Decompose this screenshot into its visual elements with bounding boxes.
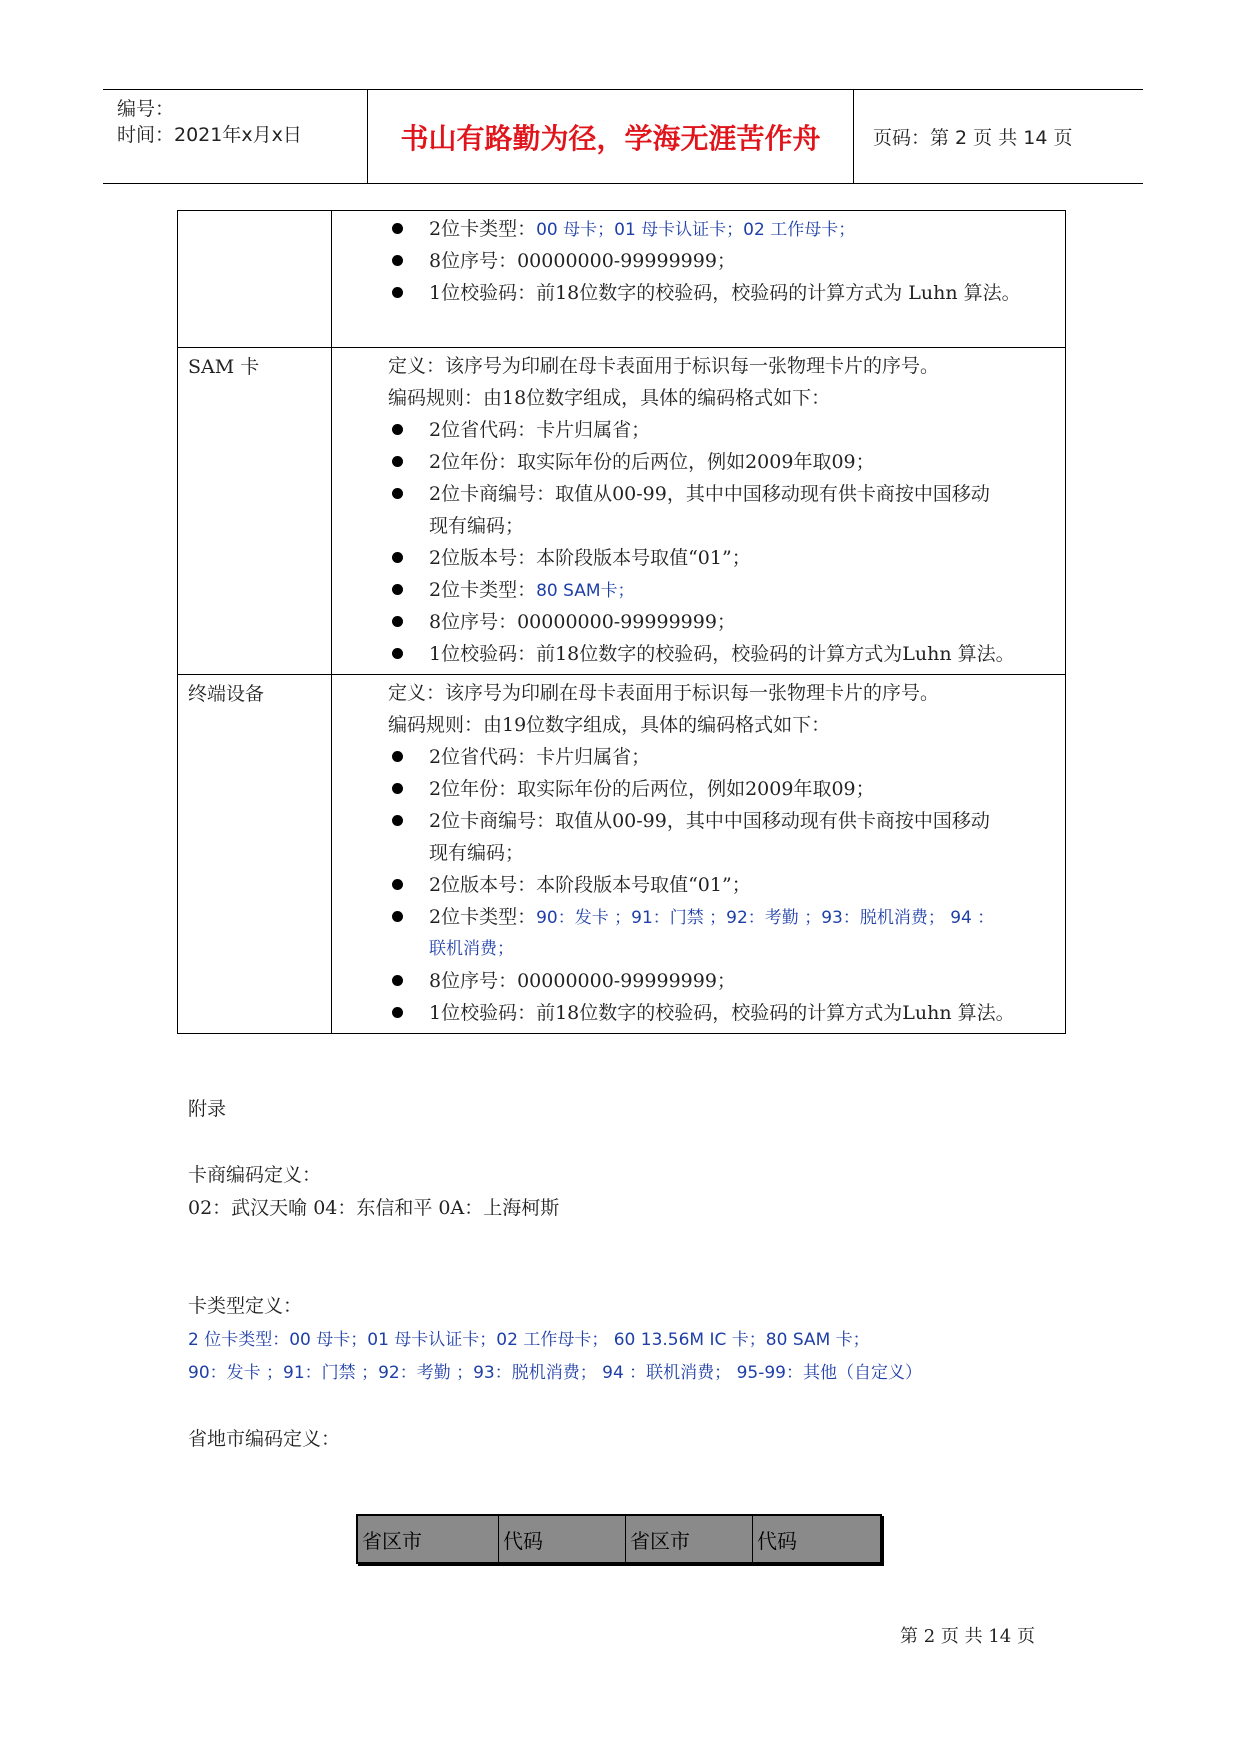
item-text: 2位卡类型： — [429, 579, 537, 601]
list-item: 2位年份：取实际年份的后两位，例如2009年取09； — [332, 773, 1061, 805]
row-content — [332, 348, 1066, 675]
card-type-values: 80 SAM卡； — [536, 581, 635, 601]
list-item — [332, 213, 1061, 245]
region-code-title: 省地市编码定义： — [188, 1428, 341, 1450]
header-page-number: 页码：第 2 页 共 14 页 — [873, 127, 1073, 149]
list-item — [332, 901, 1061, 933]
list-item — [332, 574, 1061, 606]
table-row — [178, 348, 1066, 675]
row-content — [332, 211, 1066, 348]
header-cell: 代码 — [757, 1528, 797, 1553]
header-cell: 省区市 — [358, 1516, 499, 1562]
row-content — [332, 675, 1066, 1034]
region-code-table-header — [356, 1514, 882, 1564]
header-motto: 书山有路勤为径，学海无涯苦作舟 — [368, 90, 854, 183]
vendor-code-title: 卡商编码定义： — [188, 1164, 322, 1186]
list-item: 1位校验码：前18位数字的校验码，校验码的计算方式为Luhn 算法。 — [332, 997, 1061, 1029]
card-type-line-1: 2 位卡类型：00 母卡；01 母卡认证卡；02 工作母卡； 60 13.56M IC 卡；80 SAM 卡； — [188, 1330, 870, 1350]
list-item: 2位卡商编号：取值从00-99，其中中国移动现有供卡商按中国移动 — [332, 805, 1061, 837]
row-label — [178, 211, 332, 348]
header-cell: 省区市 — [626, 1516, 753, 1562]
list-item: 1位校验码：前18位数字的校验码，校验码的计算方式为 Luhn 算法。 — [332, 277, 1061, 309]
row-label: 终端设备 — [178, 675, 332, 1034]
card-type-title: 卡类型定义： — [188, 1295, 303, 1317]
definition-text: 定义：该序号为印刷在母卡表面用于标识每一张物理卡片的序号。 — [388, 355, 940, 377]
list-item: 2位省代码：卡片归属省； — [332, 741, 1061, 773]
list-item: 1位校验码：前18位数字的校验码，校验码的计算方式为Luhn 算法。 — [332, 638, 1061, 670]
list-item: 8位序号：00000000-99999999； — [332, 965, 1061, 997]
card-type-values: 00 母卡；01 母卡认证卡；02 工作母卡； — [536, 220, 856, 240]
list-item: 2位年份：取实际年份的后两位，例如2009年取09； — [332, 446, 1061, 478]
list-item: 8位序号：00000000-99999999； — [332, 245, 1061, 277]
item-text: 2位卡类型： — [429, 906, 537, 928]
vendor-code-list: 02：武汉天喻 04：东信和平 0A：上海柯斯 — [188, 1197, 560, 1219]
list-item-continuation: 现有编码； — [429, 515, 525, 537]
header-cell: 代码 — [499, 1516, 626, 1562]
rule-text: 编码规则：由19位数字组成，具体的编码格式如下： — [388, 714, 831, 736]
card-type-values: 90：发卡 ；91：门禁 ；92：考勤 ；93：脱机消费； 94 ： — [536, 908, 995, 928]
header-meta — [103, 90, 368, 183]
item-text: 2位卡类型： — [429, 218, 537, 240]
list-item: 2位版本号：本阶段版本号取值“01”； — [332, 869, 1061, 901]
header-time: 时间：2021年x月x日 — [117, 124, 302, 146]
card-type-line-2: 90：发卡 ；91：门禁 ；92：考勤 ；93：脱机消费； 94 ：联机消费； 95-99：其他（自定义） — [188, 1363, 922, 1383]
definition-text: 定义：该序号为印刷在母卡表面用于标识每一张物理卡片的序号。 — [388, 682, 940, 704]
rule-text: 编码规则：由18位数字组成，具体的编码格式如下： — [388, 387, 831, 409]
list-item: 2位版本号：本阶段版本号取值“01”； — [332, 542, 1061, 574]
list-item: 8位序号：00000000-99999999； — [332, 606, 1061, 638]
table-row — [178, 211, 1066, 348]
appendix-title: 附录 — [188, 1098, 227, 1120]
list-item: 2位省代码：卡片归属省； — [332, 414, 1061, 446]
list-item: 2位卡商编号：取值从00-99，其中中国移动现有供卡商按中国移动 — [332, 478, 1061, 510]
row-label: SAM 卡 — [178, 348, 332, 675]
page-header — [103, 89, 1143, 184]
table-row — [178, 675, 1066, 1034]
list-item-continuation: 现有编码； — [429, 842, 525, 864]
list-item-continuation: 联机消费； — [429, 939, 514, 959]
page-footer: 第 2 页 共 14 页 — [900, 1626, 1035, 1647]
header-number: 编号： — [117, 98, 175, 120]
card-number-spec-table — [177, 210, 1066, 1034]
